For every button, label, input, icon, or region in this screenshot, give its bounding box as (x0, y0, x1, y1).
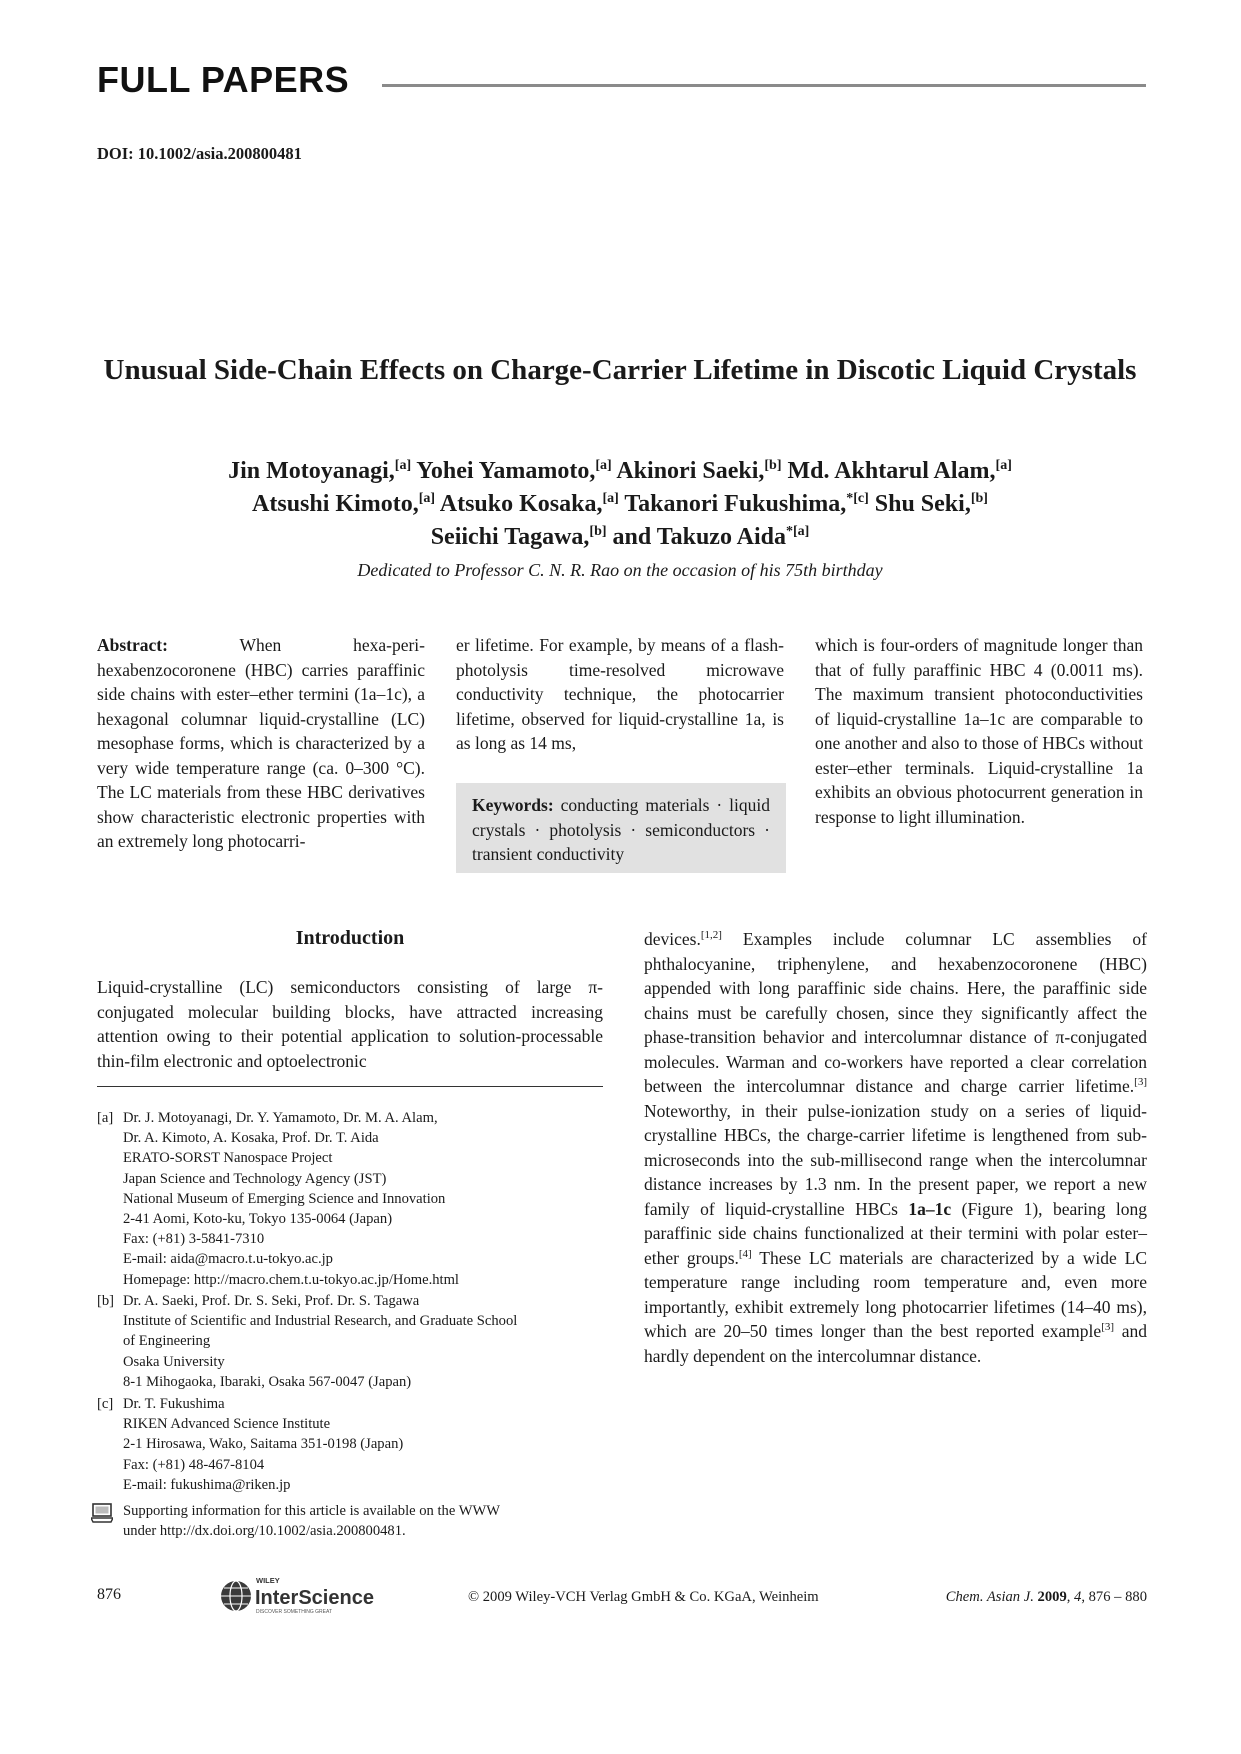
interscience-logo (218, 1572, 383, 1616)
author-line-3: Seiichi Tagawa,[b] and Takuzo Aida$^{*[a]}$ (430, 524, 810, 550)
citation-ref[interactable]: [3] (1134, 1076, 1147, 1088)
journal-name: Chem. Asian J. (945, 1589, 1034, 1605)
affiliation-line: Dr. A. Kimoto, A. Kosaka, Prof. Dr. T. Aida (123, 1130, 379, 1147)
keywords-list: conducting materials · liquid crystals · photolysis · semiconductors · transient conductivity (472, 795, 771, 864)
logo-wiley-text: WILEY (256, 1576, 280, 1585)
supporting-information (91, 1501, 611, 1541)
copyright: © 2009 Wiley-VCH Verlag GmbH & Co. KGaA, Weinheim (468, 1589, 819, 1605)
homepage-link[interactable]: Homepage: http://macro.chem.t.u-tokyo.ac.jp/Home.html (123, 1271, 459, 1288)
affiliation-line: of Engineering (123, 1333, 211, 1350)
page-number: 876 (97, 1586, 121, 1603)
computer-icon (91, 1503, 113, 1523)
affiliation-line: Fax: (+81) 48-467-8104 (123, 1456, 265, 1473)
globe-icon (221, 1581, 251, 1611)
affiliation-line: RIKEN Advanced Science Institute (123, 1416, 331, 1433)
affiliation-line: 2-1 Hirosawa, Wako, Saitama 351-0198 (Japan) (123, 1436, 404, 1453)
journal-year: 2009 (1037, 1589, 1067, 1605)
keywords-text (472, 793, 770, 867)
intro-text-part: and hardly dependent on the intercolumnar distance. (644, 1321, 1147, 1366)
affiliation-line: Japan Science and Technology Agency (JST) (123, 1170, 387, 1187)
intro-text-part: Noteworthy, in their pulse-ionization study on a series of liquid-crystalline HBCs, the charge-carrier lifetime is lengthened from sub-microseconds into the sub-millisecond range when the intercolumnar distance increases by 1.3 nm. In the present paper, we report a new family of liquid-crystalline HBCs (644, 1100, 1147, 1219)
email-link[interactable]: E-mail: fukushima@riken.jp (123, 1476, 291, 1493)
section-label: FULL PAPERS (97, 59, 350, 100)
abstract-text-1: When hexa-peri-hexabenzocoronene (HBC) carries paraffinic side chains with ester–ether termini (1a–1c), a hexagonal columnar liquid-crystalline (LC) mesophase forms, which is characterized by a very wide temperature range (ca. 0–300 °C). The LC materials from these HBC derivatives show characteristic electronic properties with an extremely long photocarri- (97, 635, 426, 851)
supporting-info-link[interactable]: under http://dx.doi.org/10.1002/asia.200800481. (123, 1523, 406, 1540)
journal-citation: Chem. Asian J. 2009, 4, 876 – 880 (945, 1589, 1147, 1605)
journal-pages: , 876 – 880 (1081, 1589, 1147, 1605)
keywords-label: Keywords: (472, 795, 554, 815)
header-rule (382, 84, 1146, 87)
intro-text-part: These LC materials are characterized by a wide LC temperature range including room temperature and, even more importantly, exhibit extremely long photocarrier lifetimes (14–40 ms), which are 20–50 times longer than the best reported example (644, 1247, 1147, 1341)
affiliation-line: ERATO-SORST Nanospace Project (123, 1150, 333, 1167)
affiliation-c (97, 1394, 617, 1495)
citation-ref[interactable]: [1,2] (700, 929, 722, 941)
citation-ref[interactable]: [4] (738, 1247, 752, 1260)
affiliation-label: [c] (97, 1396, 114, 1412)
intro-text-part: devices. (644, 929, 701, 949)
citation-ref[interactable]: [3] (1101, 1321, 1115, 1333)
abstract-column-3 (815, 633, 1143, 829)
doi[interactable]: DOI: 10.1002/asia.200800481 (97, 144, 302, 163)
affiliation-line: 8-1 Mihogaoka, Ibaraki, Osaka 567-0047 (Japan) (123, 1373, 412, 1390)
introduction-right-text (644, 927, 1147, 1368)
affiliation-a (97, 1108, 617, 1290)
affiliation-b (97, 1291, 617, 1392)
supporting-info-text: Supporting information for this article is available on the WWW (123, 1503, 501, 1519)
abstract-text-3: which is four-orders of magnitude longer than that of fully paraffinic HBC 4 (0.0011 ms). The maximum transient photoconductivities of liquid-crystalline 1a–1c are comparable to one another and also to those of HBCs without ester–ether terminals. Liquid-crystalline 1a exhibits an obvious photocurrent generation in response to light illumination. (815, 635, 1143, 827)
journal-volume: 4 (1074, 1589, 1082, 1605)
affiliation-label: [a] (97, 1110, 114, 1126)
abstract-label: Abstract: (97, 635, 168, 655)
author-list (100, 455, 1140, 554)
affiliation-line: 2-41 Aomi, Koto-ku, Tokyo 135-0064 (Japan) (123, 1211, 393, 1228)
intro-text-part: (Figure 1), bearing long paraffinic side chains functionalized at their termini with polar ester–ether groups. (644, 1198, 1148, 1268)
introduction-heading: Introduction (295, 927, 405, 949)
logo-main-text: InterScience (255, 1587, 374, 1609)
affiliation-label: [b] (97, 1293, 115, 1309)
affiliation-line: Osaka University (123, 1353, 225, 1370)
abstract-column-1 (97, 633, 425, 854)
footnote-rule (97, 1086, 603, 1087)
affiliation-line: Fax: (+81) 3-5841-7310 (123, 1231, 265, 1248)
affiliation-line: National Museum of Emerging Science and Innovation (123, 1190, 446, 1207)
affiliation-line: Institute of Scientific and Industrial Research, and Graduate School (123, 1313, 518, 1330)
introduction-left-text: Liquid-crystalline (LC) semiconductors consisting of large π-conjugated molecular building blocks, have attracted increasing attention owing to their potential application to solution-processable thin-film electronic and optoelectronic (97, 977, 603, 1071)
keywords-box (456, 783, 786, 873)
email-link[interactable]: E-mail: aida@macro.t.u-tokyo.ac.jp (123, 1251, 333, 1268)
author-line-2: Atsushi Kimoto,[a] Atsuko Kosaka,[a] Takanori Fukushima,$^{*[c]}$ Shu Seki,[b] (252, 491, 988, 517)
affiliation-line: Dr. A. Saeki, Prof. Dr. S. Seki, Prof. Dr. S. Tagawa (123, 1293, 420, 1309)
logo-tagline: DISCOVER SOMETHING GREAT (256, 1609, 333, 1615)
affiliation-line: Dr. T. Fukushima (123, 1396, 225, 1412)
abstract-text-2: er lifetime. For example, by means of a flash-photolysis time-resolved microwave conductivity technique, the photocarrier lifetime, observed for liquid-crystalline 1a, is as long as 14 ms, (456, 635, 784, 753)
abstract-column-2 (456, 633, 784, 756)
dedication: Dedicated to Professor C. N. R. Rao on the occasion of his 75th birthday (357, 560, 883, 580)
intro-text-part: Examples include columnar LC assemblies of phthalocyanine, triphenylene, and hexabenzocoronene (HBC) appended with long paraffinic side chains. Here, the paraffinic side chains must be carefully chosen, since they significantly affect the phase-transition behavior and intercolumnar distance of π-conjugated molecules. Warman and co-workers have reported a clear correlation between the intercolumnar distance and charge carrier lifetime. (644, 929, 1147, 1096)
compound-label: 1a–1c (908, 1198, 952, 1219)
article-title: Unusual Side-Chain Effects on Charge-Carrier Lifetime in Discotic Liquid Crystals (103, 354, 1137, 386)
author-line-1: Jin Motoyanagi,[a] Yohei Yamamoto,[a] Akinori Saeki,[b] Md. Akhtarul Alam,[a] (228, 458, 1012, 484)
affiliation-line: Dr. J. Motoyanagi, Dr. Y. Yamamoto, Dr. M. A. Alam, (123, 1110, 438, 1126)
